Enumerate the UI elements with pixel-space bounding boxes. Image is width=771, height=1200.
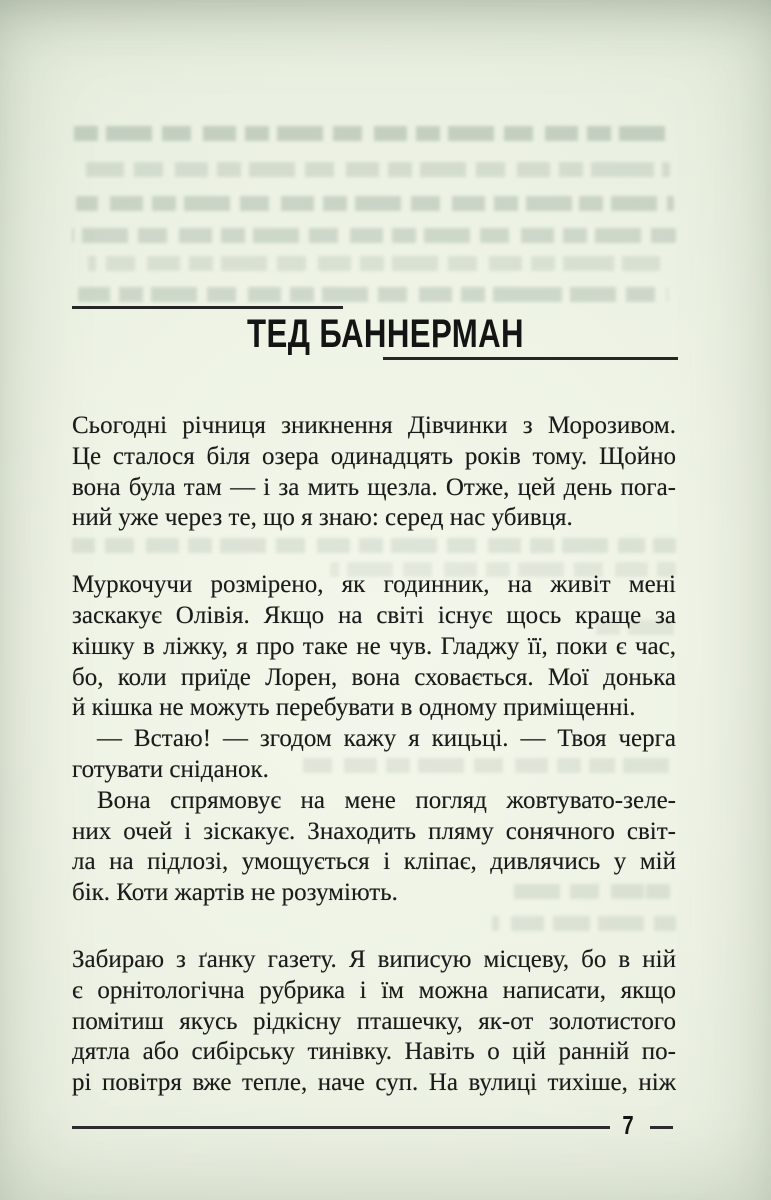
text-line: Забираю з ґанку газету. Я виписую місцеву, бо в ній: [72, 945, 676, 973]
text-line: ний уже через те, що я знаю: серед нас убивця.: [72, 504, 573, 532]
bleedthrough-line: [78, 287, 668, 302]
text-line: дятла або сибірську тинівку. Навіть о цій ранній по-: [72, 1038, 676, 1066]
page-number: 7: [622, 1110, 634, 1140]
heading-rule-top: [72, 306, 343, 309]
paragraph: [72, 724, 676, 786]
text-line: готувати сніданок.: [72, 755, 269, 783]
text-line: є орнітологічна рубрика і їм можна написати, якщо: [72, 976, 676, 1004]
bleedthrough-line: [72, 228, 676, 243]
text-line: помітиш якусь рідкісну пташечку, як-от золотистого: [72, 1007, 676, 1035]
heading-rule-bottom: [383, 357, 678, 360]
paragraph: [72, 411, 676, 534]
footer-rule: [72, 1126, 610, 1129]
chapter-title-text: ТЕД БАННЕРМАН: [247, 312, 524, 356]
text-line: Вона спрямовує на мене погляд жовтувато-зеле-: [97, 786, 676, 814]
text-line: бік. Коти жартів не розуміють.: [72, 879, 398, 907]
chapter-title: [0, 314, 771, 354]
bleedthrough-line: [86, 162, 670, 177]
text-line: — Встаю! — згодом кажу я кицьці. — Твоя черга: [97, 725, 676, 753]
text-line: Муркочучи розмірено, як годинник, на живіт мені: [72, 571, 676, 599]
text-line: вона була там — і за мить щезла. Отже, цей день пога-: [72, 473, 676, 501]
text-line: й кішка не можуть перебувати в одному приміщенні.: [72, 694, 636, 722]
paragraph: [72, 570, 676, 724]
page-body: [72, 411, 676, 1099]
text-line: них очей і зіскакує. Знаходить пляму сонячного світ-: [72, 817, 676, 845]
bleedthrough-line: [88, 256, 660, 271]
text-line: ла на підлозі, умощується і кліпає, дивлячись у мій: [72, 848, 676, 876]
bleedthrough-line: [76, 196, 674, 211]
footer-dash: [650, 1126, 673, 1129]
text-line: Це сталося біля озера одинадцять років тому. Щойно: [72, 442, 676, 470]
text-line: бо, коли приїде Лорен, вона сховається. Мої донька: [72, 663, 676, 691]
text-line: заскакує Олівія. Якщо на світі існує щось краще за: [72, 601, 676, 629]
paragraph: [72, 786, 676, 909]
text-line: рі повітря вже тепле, наче суп. На вулиці тихіше, ніж: [72, 1069, 676, 1097]
text-line: Сьогодні річниця зникнення Дівчинки з Морозивом.: [72, 412, 676, 439]
paragraph: [72, 945, 676, 1099]
bleedthrough-line: [74, 126, 674, 141]
text-line: кішку в ліжку, я про таке не чув. Гладжу її, поки є час,: [72, 632, 676, 660]
